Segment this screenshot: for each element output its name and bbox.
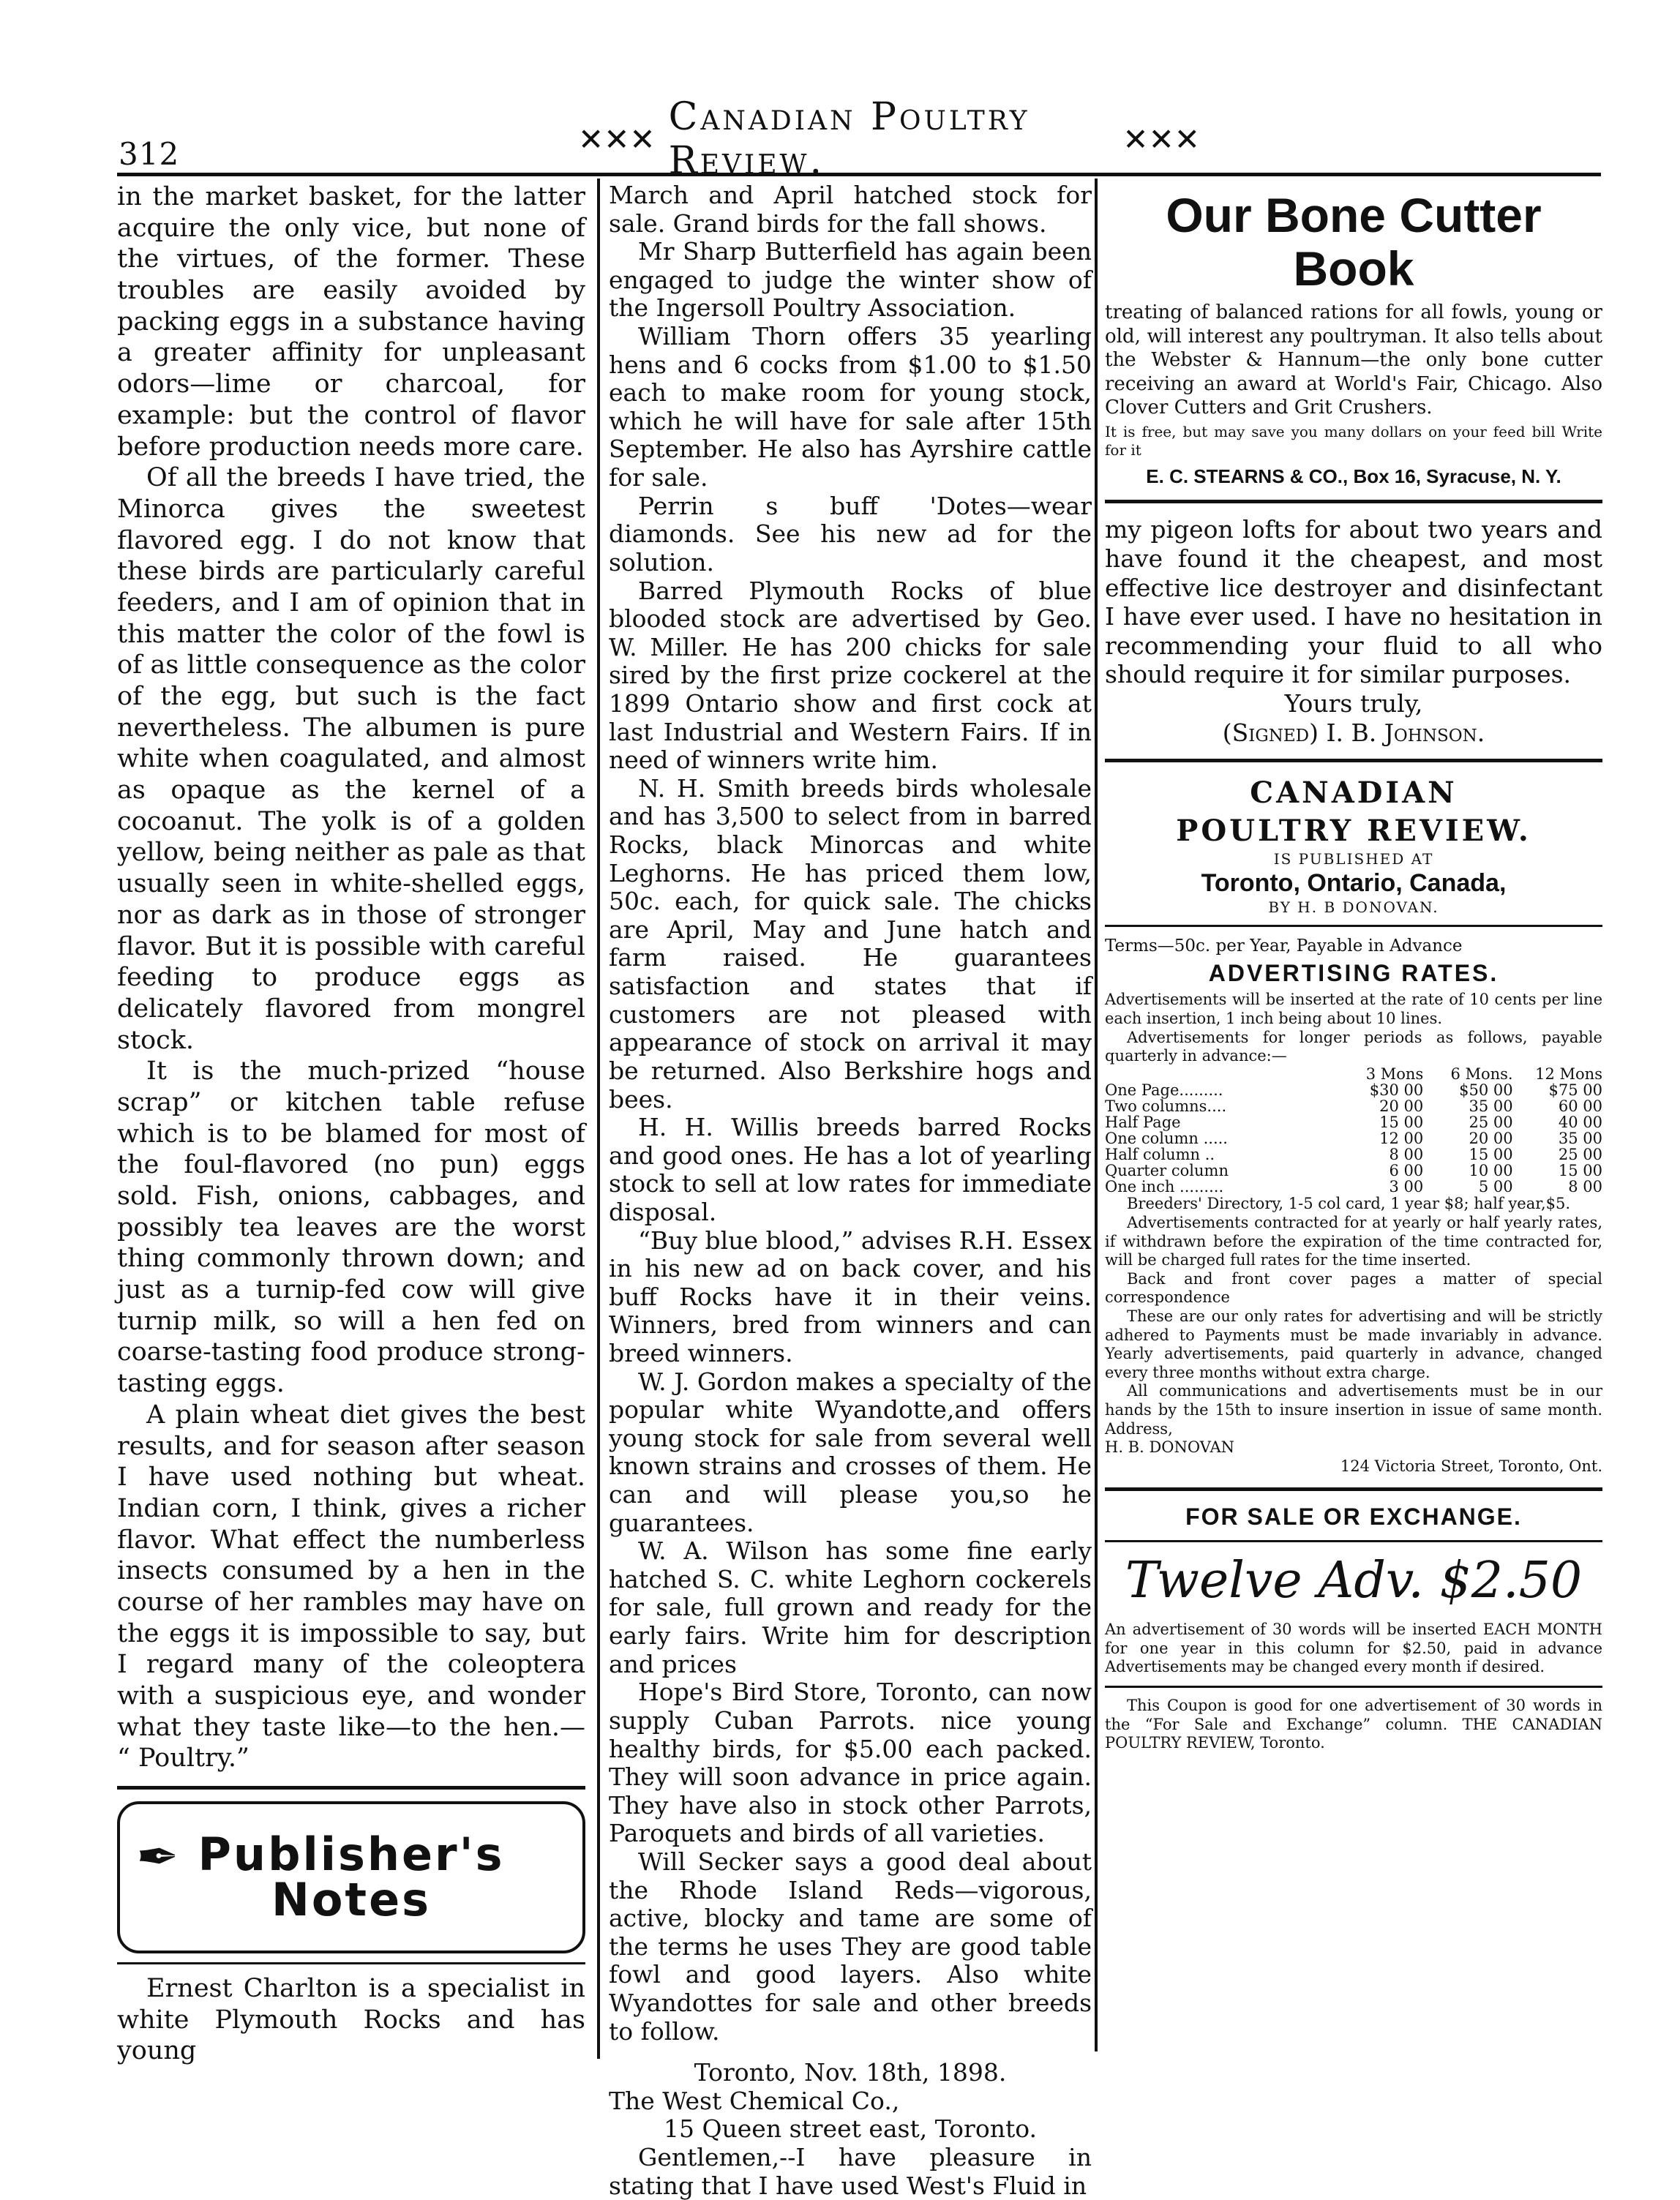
- publishers-notes-banner: [117, 1801, 585, 1953]
- rates-cell: 35 00: [1558, 1130, 1602, 1148]
- rates-header-cell: 12 Mons: [1535, 1065, 1602, 1083]
- bone-cutter-ad: [1105, 189, 1602, 488]
- col2-paragraph: W. J. Gordon makes a specialty of the popular white Wyandotte,and offers young stock for sale from several well known strains and crosses of them. He can and will please you,so he guarantees.: [609, 1367, 1092, 1537]
- published-at: IS PUBLISHED AT: [1273, 850, 1434, 868]
- col2-paragraph: W. A. Wilson has some fine early hatched S. C. white Leghorn cockerels for sale, full grown and ready for the early fairs. Write him for description and prices: [609, 1536, 1092, 1678]
- col2-paragraph: H. H. Willis breeds barred Rocks and good ones. He has a lot of yearling stock to sell at low rates for immediate disposal.: [609, 1113, 1092, 1226]
- bone-cutter-body: treating of balanced rations for all fowls, young or old, will interest any poultryman. It also tells about the Webster & Hannum—the only bone cutter receiving an award at World's Fair, Chicago. Also Clover Cutters and Grit Crushers.: [1105, 301, 1602, 419]
- table-row: [1105, 1146, 1602, 1163]
- rates-cell: 20 00: [1469, 1130, 1513, 1148]
- table-row: [1105, 1163, 1602, 1179]
- col2-paragraph: N. H. Smith breeds birds wholesale and has 3,500 to select from in barred Rocks, black Minorcas and white Leghorns. He has priced them low, 50c. each, for quick sale. The chicks are April, May and June hatch and farm raised. He guarantees satisfaction and states that if customers are not pleased with appearance of stock on arrival it may be returned. Also Berkshire hogs and bees.: [609, 773, 1092, 1114]
- table-row: [1105, 1130, 1602, 1146]
- section-rule: [1105, 1540, 1602, 1542]
- table-row: [1105, 1098, 1602, 1114]
- adv-intro: Advertisements will be inserted at the rate of 10 cents per line each insertion, 1 inch being about 10 lines.: [1105, 991, 1602, 1028]
- rates-cell: $75 00: [1548, 1081, 1602, 1099]
- letter-closing: Yours truly,: [1284, 688, 1423, 718]
- ornament-right-icon: ✕✕✕: [1122, 121, 1200, 157]
- subscription-terms: Terms—50c. per Year, Payable in Advance: [1105, 936, 1463, 956]
- col1-paragraph: in the market basket, for the latter acquire the only vice, but none of the virtues, of the former. These troubles are easily avoided by packing eggs in a substance having a greater affinity for unpleasant odors—lime or charcoal, for example: but the control of flavor before production needs more care.: [117, 182, 585, 462]
- ornament-left-icon: ✕✕✕: [578, 121, 656, 157]
- rates-cell: 25 00: [1469, 1114, 1513, 1132]
- letter-addressee: The West Chemical Co.,: [609, 2086, 900, 2115]
- rates-header-cell: 3 Mons: [1365, 1065, 1424, 1083]
- publisher-by: BY H. B DONOVAN.: [1268, 898, 1439, 917]
- coupon-text: This Coupon is good for one advertisement of 30 words in the “For Sale and Exchange” column. THE CANADIAN POULTRY REVIEW, Toronto.: [1105, 1697, 1602, 1752]
- communications-note: All communications and advertisements must be in our hands by the 15th to insure insertion in issue of same month. Address,: [1105, 1382, 1602, 1438]
- rates-cell: Half column ..: [1105, 1146, 1215, 1164]
- header-rule: [117, 173, 1601, 176]
- section-rule: [1105, 759, 1602, 762]
- only-rates-note: These are our only rates for advertising and will be strictly adhered to Payments must be made invariably in advance. Yearly advertisements, paid quarterly in advance, changed every three months without extra charge.: [1105, 1307, 1602, 1381]
- twelve-adv-body: An advertisement of 30 words will be inserted EACH MONTH for one year in this column for $2.50, paid in advance Advertisements may be changed every month if desired.: [1105, 1621, 1602, 1676]
- col2-paragraph: Perrin s buff 'Dotes—wear diamonds. See his new ad for the solution.: [609, 491, 1092, 577]
- col1-paragraph: It is the much-prized “house scrap” or kitchen table refuse which is to be blamed for most of the foul-flavored (no pun) eggs sold. Fish, onions, cabbages, and possibly tea leaves are the worst thing commonly thrown down; and just as a turnip-fed cow will give turnip milk, so will a hen fed on coarse-tasting food produce strong-tasting eggs.: [117, 1056, 585, 1399]
- rates-cell: Half Page: [1105, 1114, 1181, 1132]
- rates-cell: $50 00: [1459, 1081, 1513, 1099]
- col2-paragraph: March and April hatched stock for sale. Grand birds for the fall shows.: [609, 181, 1092, 238]
- adv-longer: Advertisements for longer periods as follows, payable quarterly in advance:—: [1105, 1028, 1602, 1065]
- rates-cell: 40 00: [1558, 1114, 1602, 1132]
- contracted-note: Advertisements contracted for at yearly or half yearly rates, if withdrawn before the expiration of the time contracted for, will be charged full rates for the time inserted.: [1105, 1213, 1602, 1269]
- rates-cell: 15 00: [1469, 1146, 1513, 1164]
- page-number: 312: [119, 136, 180, 172]
- col1-paragraph: Of all the breeds I have tried, the Minorca gives the sweetest flavored egg. I do not know that these birds are particularly careful feeders, and I am of opinion that in this matter the color of the fowl is of as little consequence as the color of the egg, but such is the fact nevertheless. The albumen is pure white when coagulated, and almost as opaque as the kernel of a cocoanut. The yolk is of a golden yellow, being neither as pale as that usually seen in white-shelled eggs, nor as dark as in those of stronger flavor. But it is possible with careful feeding to produce eggs as delicately flavored from mongrel stock.: [117, 463, 585, 1055]
- rates-cell: 25 00: [1558, 1146, 1602, 1164]
- section-rule: [1105, 1686, 1602, 1688]
- masthead-title: Canadian Poultry Review.: [668, 95, 1030, 183]
- bone-cutter-address: E. C. STEARNS & CO., Box 16, Syracuse, N. Y.: [1146, 465, 1561, 487]
- publishers-notes-title: Publisher's Notes: [198, 1828, 505, 1927]
- bone-cutter-note: It is free, but may save you many dollars on your feed bill Write for it: [1105, 422, 1602, 459]
- section-rule: [1105, 925, 1602, 927]
- rates-header-cell: 6 Mons.: [1450, 1065, 1513, 1083]
- rates-cell: 60 00: [1558, 1097, 1602, 1116]
- letter-continuation: my pigeon lofts for about two years and have found it the cheapest, and most effective lice destroyer and disinfectant I have ever used. I have no hesitation in recommending your fluid to all who should require it for similar purposes.: [1105, 515, 1602, 689]
- rates-cell: 20 00: [1379, 1097, 1424, 1116]
- publisher-title-2: POULTRY REVIEW.: [1176, 814, 1531, 849]
- col2-paragraph: Mr Sharp Butterfield has again been engaged to judge the winter show of the Ingersoll Poultry Association.: [609, 237, 1092, 323]
- twelve-adv-heading: Twelve Adv. $2.50: [1125, 1552, 1583, 1610]
- rates-cell: 12 00: [1379, 1130, 1424, 1148]
- rates-cell: Quarter column: [1105, 1162, 1229, 1180]
- rates-cell: 35 00: [1469, 1097, 1513, 1116]
- column-3: [1105, 181, 1602, 1753]
- masthead: [578, 95, 1200, 183]
- table-row: [1105, 1114, 1602, 1130]
- col1-paragraph: A plain wheat diet gives the best results, and for season after season I have used nothing but wheat. Indian corn, I think, gives a richer flavor. What effect the numberless insects consumed by a hen in the course of her rambles may have on the eggs it is impossible to say, but I regard many of the coleoptera with a suspicious eye, and wonder what they taste like—to the hen.— “ Poultry.”: [117, 1400, 585, 1773]
- rates-cell: One column .....: [1105, 1130, 1228, 1148]
- rates-header-cell: [1105, 1066, 1334, 1082]
- column-divider-1: [597, 179, 600, 2059]
- col2-paragraph: William Thorn offers 35 yearling hens and 6 cocks from $1.00 to $1.50 each to make room for young stock, which he will have for sale after 15th September. He also has Ayrshire cattle for sale.: [609, 322, 1092, 492]
- section-rule: [117, 1786, 585, 1790]
- column-divider-2: [1095, 179, 1098, 2051]
- col2-paragraph: Will Secker says a good deal about the Rhode Island Reds—vigorous, active, blocky and tame are some of the terms he uses They are good table fowl and good layers. Also white Wyandottes for sale and other breeds to follow.: [609, 1847, 1092, 2046]
- address-name: H. B. DONOVAN: [1105, 1438, 1235, 1457]
- rates-cell: 8 00: [1568, 1178, 1602, 1196]
- table-row: [1105, 1179, 1602, 1195]
- rates-cell: 10 00: [1469, 1162, 1513, 1180]
- letter-start: Gentlemen,--I have pleasure in stating that I have used West's Fluid in: [609, 2143, 1092, 2200]
- rates-cell: $30 00: [1369, 1081, 1424, 1099]
- address-street: 124 Victoria Street, Toronto, Ont.: [1340, 1457, 1602, 1475]
- col2-paragraph: “Buy blue blood,” advises R.H. Essex in his new ad on back cover, and his buff Rocks have it in their veins. Winners, bred from winners and can breed winners.: [609, 1225, 1092, 1367]
- letter-date: Toronto, Nov. 18th, 1898.: [694, 2058, 1007, 2087]
- rates-cell: 15 00: [1558, 1162, 1602, 1180]
- publisher-title-1: CANADIAN: [1250, 776, 1458, 811]
- section-rule: [117, 1962, 585, 1964]
- bone-cutter-heading: Our Bone Cutter Book: [1166, 188, 1542, 296]
- advertising-rates-heading: ADVERTISING RATES.: [1208, 960, 1499, 987]
- letter-signature: (Signed) I. B. Johnson.: [1222, 718, 1485, 747]
- rates-cell: One inch .........: [1105, 1178, 1224, 1196]
- rates-table: [1105, 1066, 1602, 1195]
- for-sale-heading: FOR SALE OR EXCHANGE.: [1185, 1503, 1522, 1531]
- rates-cell: 5 00: [1478, 1178, 1513, 1196]
- publisher-city: Toronto, Ontario, Canada,: [1201, 868, 1507, 897]
- col2-paragraph: Barred Plymouth Rocks of blue blooded stock are advertised by Geo. W. Miller. He has 200 chicks for sale sired by the first prize cockerel at the 1899 Ontario show and first cock at last Industrial and Western Fairs. If in need of winners write him.: [609, 576, 1092, 775]
- col2-paragraph: Hope's Bird Store, Toronto, can now supply Cuban Parrots. nice young healthy birds, for $5.00 each packed. They will soon advance in price again. They have also in stock other Parrots, Paroquets and birds of all varieties.: [609, 1678, 1092, 1848]
- table-row: [1105, 1082, 1602, 1098]
- col1-paragraph: Ernest Charlton is a specialist in white Plymouth Rocks and has young: [117, 1974, 585, 2066]
- rates-cell: Two columns....: [1105, 1097, 1227, 1116]
- covers-note: Back and front cover pages a matter of special correspondence: [1105, 1269, 1602, 1307]
- pen-inkwell-icon: ✒: [136, 1827, 179, 1888]
- section-rule: [1105, 1487, 1602, 1491]
- rates-cell: 6 00: [1389, 1162, 1424, 1180]
- rates-header-row: [1105, 1066, 1602, 1082]
- rates-cell: 8 00: [1389, 1146, 1424, 1164]
- section-rule: [1105, 500, 1602, 503]
- column-2: [609, 181, 1092, 2200]
- letter-address: 15 Queen street east, Toronto.: [663, 2114, 1037, 2144]
- rates-cell: 3 00: [1389, 1178, 1424, 1196]
- rates-cell: 15 00: [1379, 1114, 1424, 1132]
- rates-cell: One Page.........: [1105, 1081, 1223, 1099]
- breeders-directory: Breeders' Directory, 1-5 col card, 1 year $8; half year,$5.: [1127, 1195, 1571, 1213]
- column-1: [117, 181, 585, 2067]
